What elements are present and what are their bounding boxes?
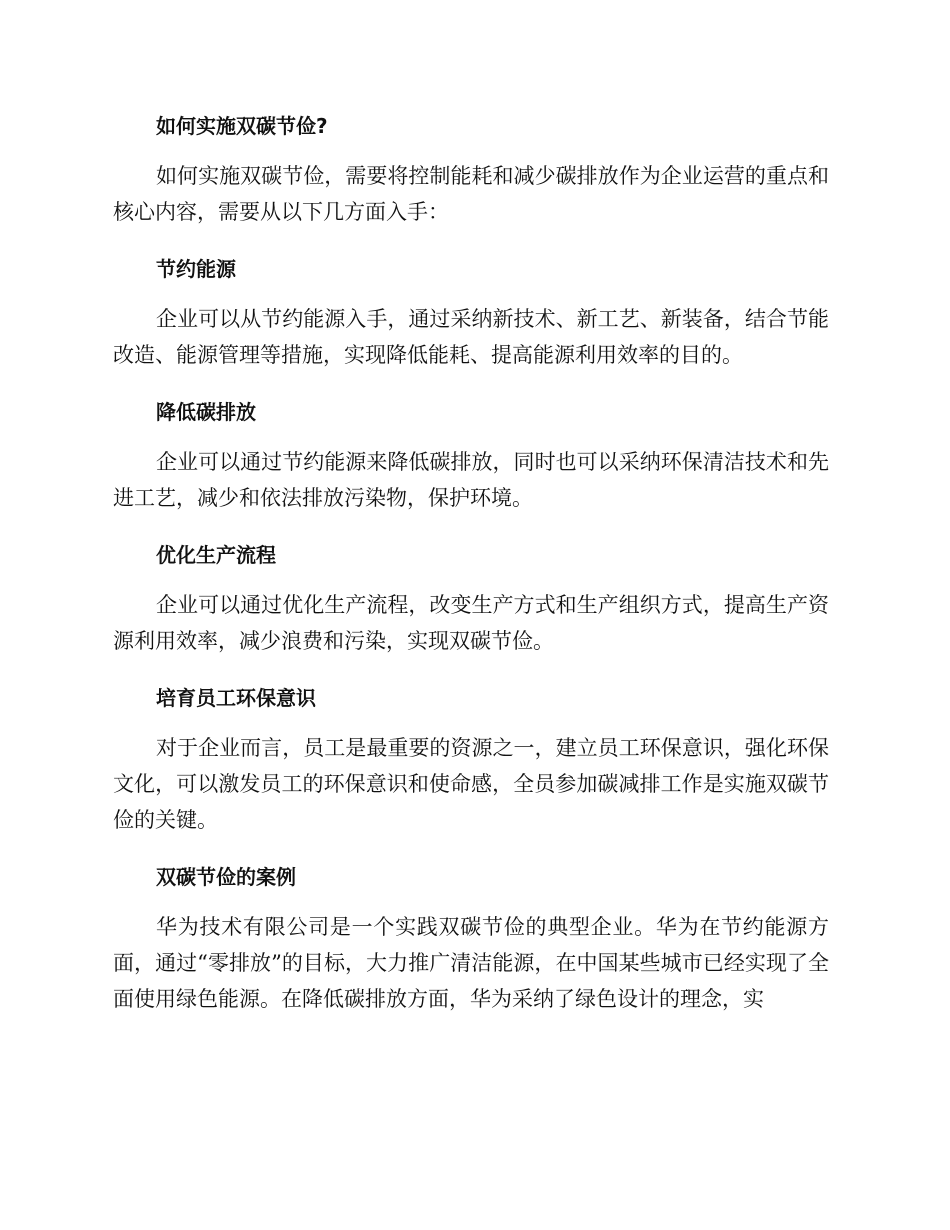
section-heading-reduce-emissions: 降低碳排放 [156,400,256,424]
section-heading-optimize-process: 优化生产流程 [156,543,276,567]
section-paragraph-case-study: 华为技术有限公司是一个实践双碳节俭的典型企业。华为在节约能源方面，通过“零排放”的目标，大力推广清洁能源，在中国某些城市已经实现了全面使用绿色能源。在降低碳排放方面，华为采纳了绿色设计的理念，实 [113,915,829,1011]
section-paragraph-save-energy: 企业可以从节约能源入手，通过采纳新技术、新工艺、新装备，结合节能改造、能源管理等措施，实现降低能耗、提高能源利用效率的目的。 [113,307,829,367]
section-paragraph-optimize-process: 企业可以通过优化生产流程，改变生产方式和生产组织方式，提高生产资源利用效率，减少浪费和污染，实现双碳节俭。 [113,593,829,653]
section-paragraph-employee-awareness: 对于企业而言，员工是最重要的资源之一，建立员工环保意识，强化环保文化，可以激发员工的环保意识和使命感，全员参加碳减排工作是实施双碳节俭的关键。 [113,736,829,832]
section-paragraph-reduce-emissions: 企业可以通过节约能源来降低碳排放，同时也可以采纳环保清洁技术和先进工艺，减少和依法排放污染物，保护环境。 [113,450,829,510]
section-heading-how-to-implement: 如何实施双碳节俭? [156,114,328,138]
section-heading-save-energy: 节约能源 [156,257,236,281]
section-heading-employee-awareness: 培育员工环保意识 [156,686,316,710]
section-heading-case-study: 双碳节俭的案例 [156,865,296,889]
section-paragraph-how-to-implement: 如何实施双碳节俭，需要将控制能耗和减少碳排放作为企业运营的重点和核心内容，需要从以下几方面入手： [113,164,829,224]
document-page [113,108,829,1038]
